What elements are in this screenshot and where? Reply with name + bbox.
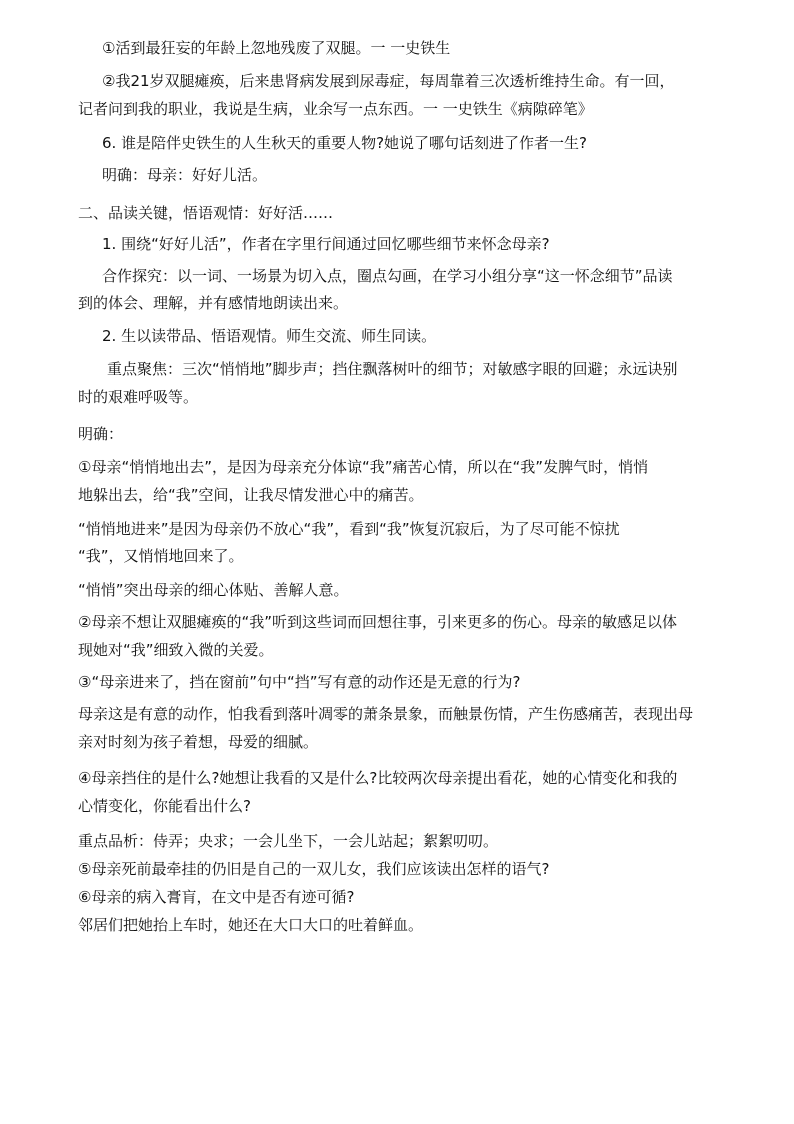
point-2-line-1: ②母亲不想让双腿瘫痪的“我”听到这些词而回想往事，引来更多的伤心。母亲的敏感足以体 — [78, 613, 677, 631]
cooperation-line-2: 到的体会、理解，并有感情地朗读出来。 — [78, 294, 349, 312]
clarify-heading: 明确： — [78, 425, 124, 443]
point-4-line-1: ④母亲挡住的是什么?她想让我看的又是什么?比较两次母亲提出看花，她的心情变化和我的 — [78, 769, 678, 787]
point-1-line-4: “我”，又悄悄地回来了。 — [78, 547, 244, 565]
question-1: 1. 围绕“好好儿活”，作者在字里行间通过回忆哪些细节来怀念母亲? — [102, 235, 550, 253]
question-2: 2. 生以读带品、悟语观情。师生交流、师生同读。 — [102, 327, 437, 345]
quote-line-2: ②我21岁双腿瘫痪，后来患肾病发展到尿毒症，每周靠着三次透析维持生命。有一回， — [102, 72, 675, 90]
question-6: 6. 谁是陪伴史铁生的人生秋天的重要人物?她说了哪句话刻进了作者一生? — [102, 134, 588, 152]
point-2-line-2: 现她对“我”细致入微的关爱。 — [78, 641, 274, 659]
quote-line-3: 记者问到我的职业，我说是生病，业余写一点东西。一 一史铁生《病隙碎笔》 — [78, 100, 593, 118]
point-1-line-5: “悄悄”突出母亲的细心体贴、善解人意。 — [78, 581, 349, 599]
point-3-question: ③“母亲进来了，挡在窗前”句中“挡”写有意的动作还是无意的行为? — [78, 673, 521, 691]
point-4-line-2: 心情变化，你能看出什么? — [78, 797, 251, 815]
point-1-line-1: ①母亲“悄悄地出去”，是因为母亲充分体谅“我”痛苦心情，所以在“我”发脾气时，悄悄 — [78, 458, 649, 476]
quote-line-1: ①活到最狂妄的年龄上忽地残废了双腿。一 一史铁生 — [102, 39, 451, 57]
point-3-answer-2: 亲对时刻为孩子着想，母爱的细腻。 — [78, 733, 319, 751]
section-heading-2: 二、品读关键，悟语观情：好好活…… — [78, 204, 334, 222]
cooperation-line-1: 合作探究：以一词、一场景为切入点，圈点勾画，在学习小组分享“这一怀念细节”品读 — [102, 267, 673, 285]
point-1-line-2: 地躲出去，给“我”空间，让我尽情发泄心中的痛苦。 — [78, 486, 424, 504]
point-3-answer-1: 母亲这是有意的动作，怕我看到落叶凋零的萧条景象，而触景伤情，产生伤感痛苦，表现出母 — [78, 705, 694, 723]
point-1-line-3: “悄悄地进来”是因为母亲仍不放心“我”，看到“我”恢复沉寂后，为了尽可能不惊扰 — [78, 520, 620, 538]
point-5: ⑤母亲死前最牵挂的仍旧是自己的一双儿女，我们应该读出怎样的语气? — [78, 860, 550, 878]
point-6: ⑥母亲的病入膏肓，在文中是否有迹可循? — [78, 888, 355, 906]
answer-6: 明确：母亲：好好儿活。 — [102, 166, 268, 184]
focus-line-1: 重点聚焦：三次“悄悄地”脚步声；挡住飘落树叶的细节；对敏感字眼的回避；永远诀别 — [107, 360, 678, 378]
point-6-answer: 邻居们把她抬上车时，她还在大口大口的吐着鲜血。 — [78, 916, 424, 934]
key-analysis: 重点品析：侍弄；央求；一会儿坐下，一会儿站起；絮絮叨叨。 — [78, 832, 499, 850]
focus-line-2: 时的艰难呼吸等。 — [78, 388, 199, 406]
